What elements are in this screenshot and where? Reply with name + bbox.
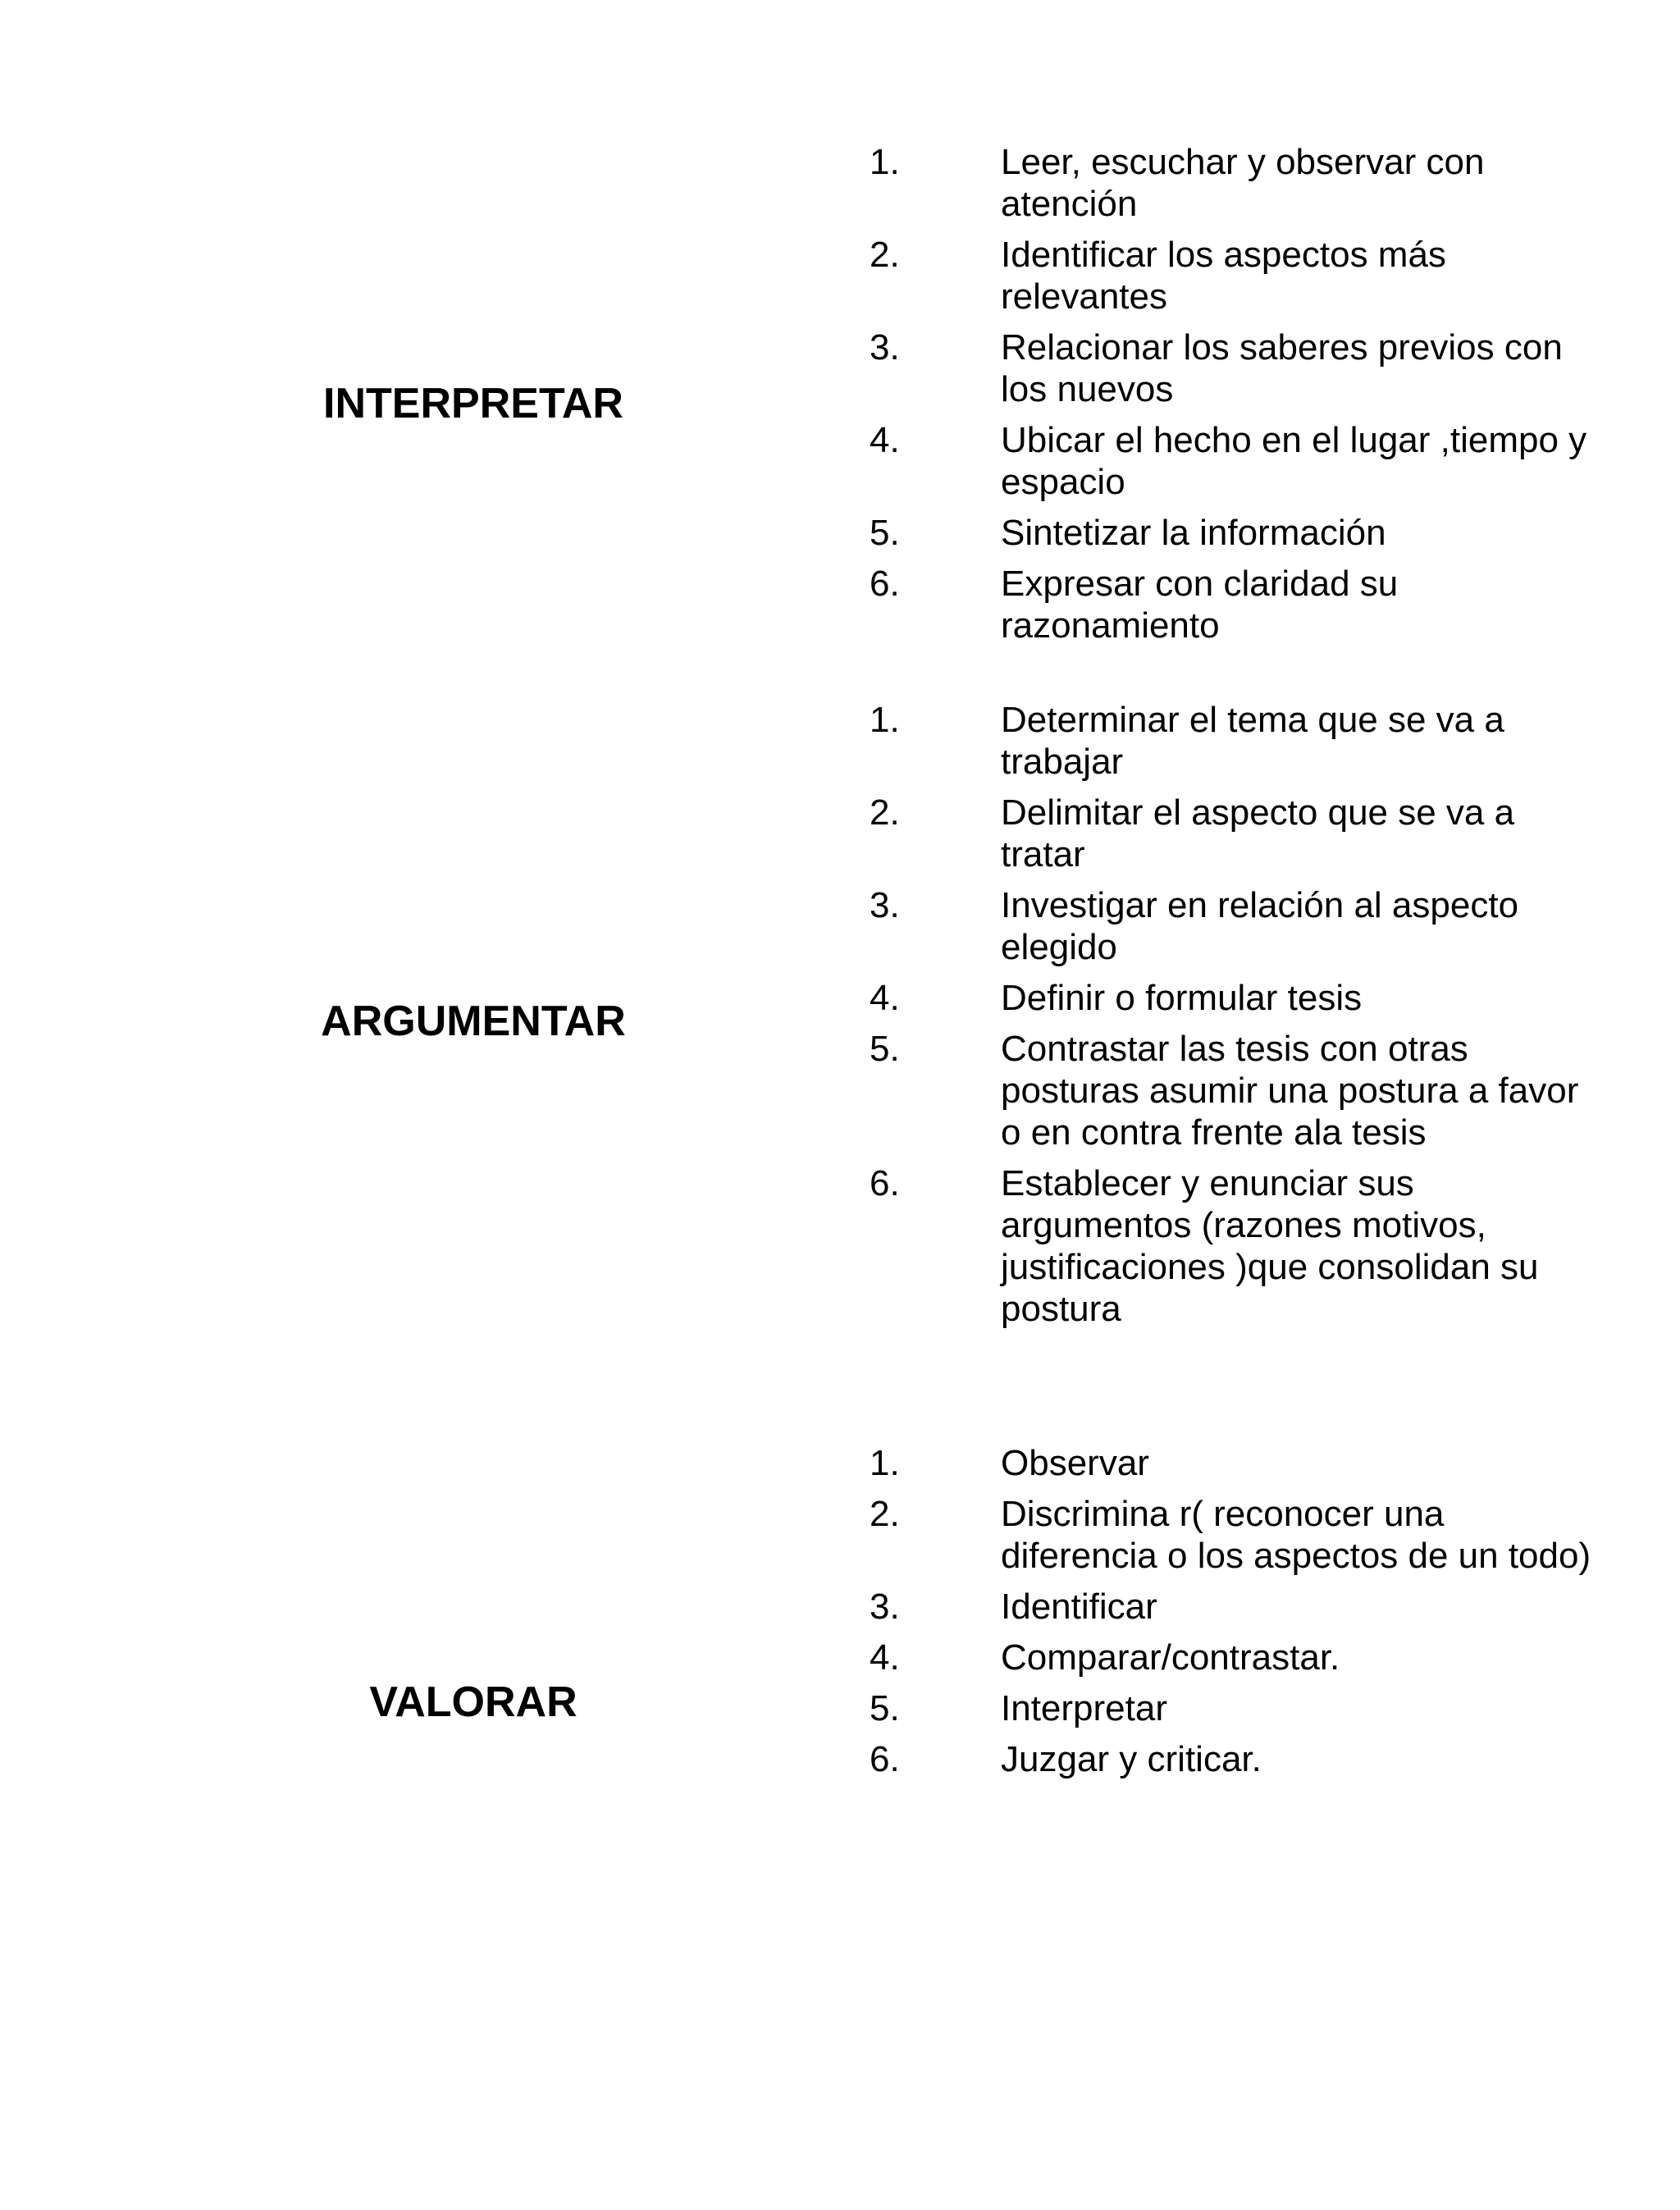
section-heading: ARGUMENTAR: [321, 998, 626, 1045]
list-item: [870, 326, 1591, 410]
section-heading: VALORAR: [369, 1678, 578, 1726]
step-number: 3.: [870, 327, 900, 368]
step-number: 2.: [870, 792, 900, 833]
step-number: 2.: [870, 235, 900, 275]
step-text: Investigar en relación al aspecto elegido: [1001, 885, 1519, 967]
step-number: 1.: [870, 1443, 900, 1483]
step-text: Establecer y enunciar sus argumentos (razones motivos, justificaciones )que consolidan su postura: [1001, 1163, 1539, 1329]
step-text: Contrastar las tesis con otras posturas asumir una postura a favor o en contra frente ala tesis: [1001, 1029, 1579, 1153]
list-item: [870, 1687, 1591, 1729]
list-item: [870, 1637, 1591, 1678]
step-number: 5.: [870, 1029, 900, 1069]
step-text: Ubicar el hecho en el lugar ,tiempo y espacio: [1001, 420, 1587, 502]
step-number: 1.: [870, 700, 900, 740]
list-item: [870, 1586, 1591, 1628]
step-number: 2.: [870, 1494, 900, 1534]
step-number: 6.: [870, 564, 900, 604]
list-item: [870, 512, 1591, 554]
step-list: [870, 699, 1591, 1339]
step-text: Discrimina r( reconocer una diferencia o los aspectos de un todo): [1001, 1494, 1591, 1576]
step-number: 4.: [870, 420, 900, 460]
step-number: 3.: [870, 885, 900, 925]
step-number: 3.: [870, 1587, 900, 1627]
section-heading: INTERPRETAR: [323, 380, 623, 427]
step-text: Leer, escuchar y observar con atención: [1001, 142, 1485, 224]
list-item: [870, 1442, 1591, 1484]
step-text: Definir o formular tesis: [1001, 978, 1363, 1018]
step-text: Determinar el tema que se va a trabajar: [1001, 700, 1504, 782]
step-number: 1.: [870, 142, 900, 182]
step-text: Relacionar los saberes previos con los nuevos: [1001, 327, 1563, 409]
step-text: Observar: [1001, 1443, 1149, 1483]
step-text: Delimitar el aspecto que se va a tratar: [1001, 792, 1515, 874]
list-item: [870, 792, 1591, 875]
step-number: 4.: [870, 978, 900, 1018]
list-item: [870, 1493, 1591, 1577]
step-text: Interpretar: [1001, 1688, 1167, 1728]
step-text: Comparar/contrastar.: [1001, 1637, 1340, 1678]
step-text: Expresar con claridad su razonamiento: [1001, 564, 1399, 646]
list-item: [870, 884, 1591, 968]
step-text: Identificar los aspectos más relevantes: [1001, 235, 1446, 317]
step-list: [870, 141, 1591, 655]
step-number: 5.: [870, 1688, 900, 1728]
step-number: 6.: [870, 1163, 900, 1203]
list-item: [870, 141, 1591, 225]
list-item: [870, 1738, 1591, 1780]
step-number: 5.: [870, 513, 900, 553]
list-item: [870, 1028, 1591, 1153]
list-item: [870, 699, 1591, 783]
list-item: [870, 419, 1591, 503]
list-item: [870, 1162, 1591, 1330]
step-text: Identificar: [1001, 1587, 1157, 1627]
list-item: [870, 234, 1591, 317]
step-text: Sintetizar la información: [1001, 513, 1386, 553]
step-list: [870, 1442, 1591, 1789]
list-item: [870, 977, 1591, 1019]
step-number: 4.: [870, 1637, 900, 1678]
step-number: 6.: [870, 1739, 900, 1779]
list-item: [870, 563, 1591, 646]
step-text: Juzgar y criticar.: [1001, 1739, 1262, 1779]
